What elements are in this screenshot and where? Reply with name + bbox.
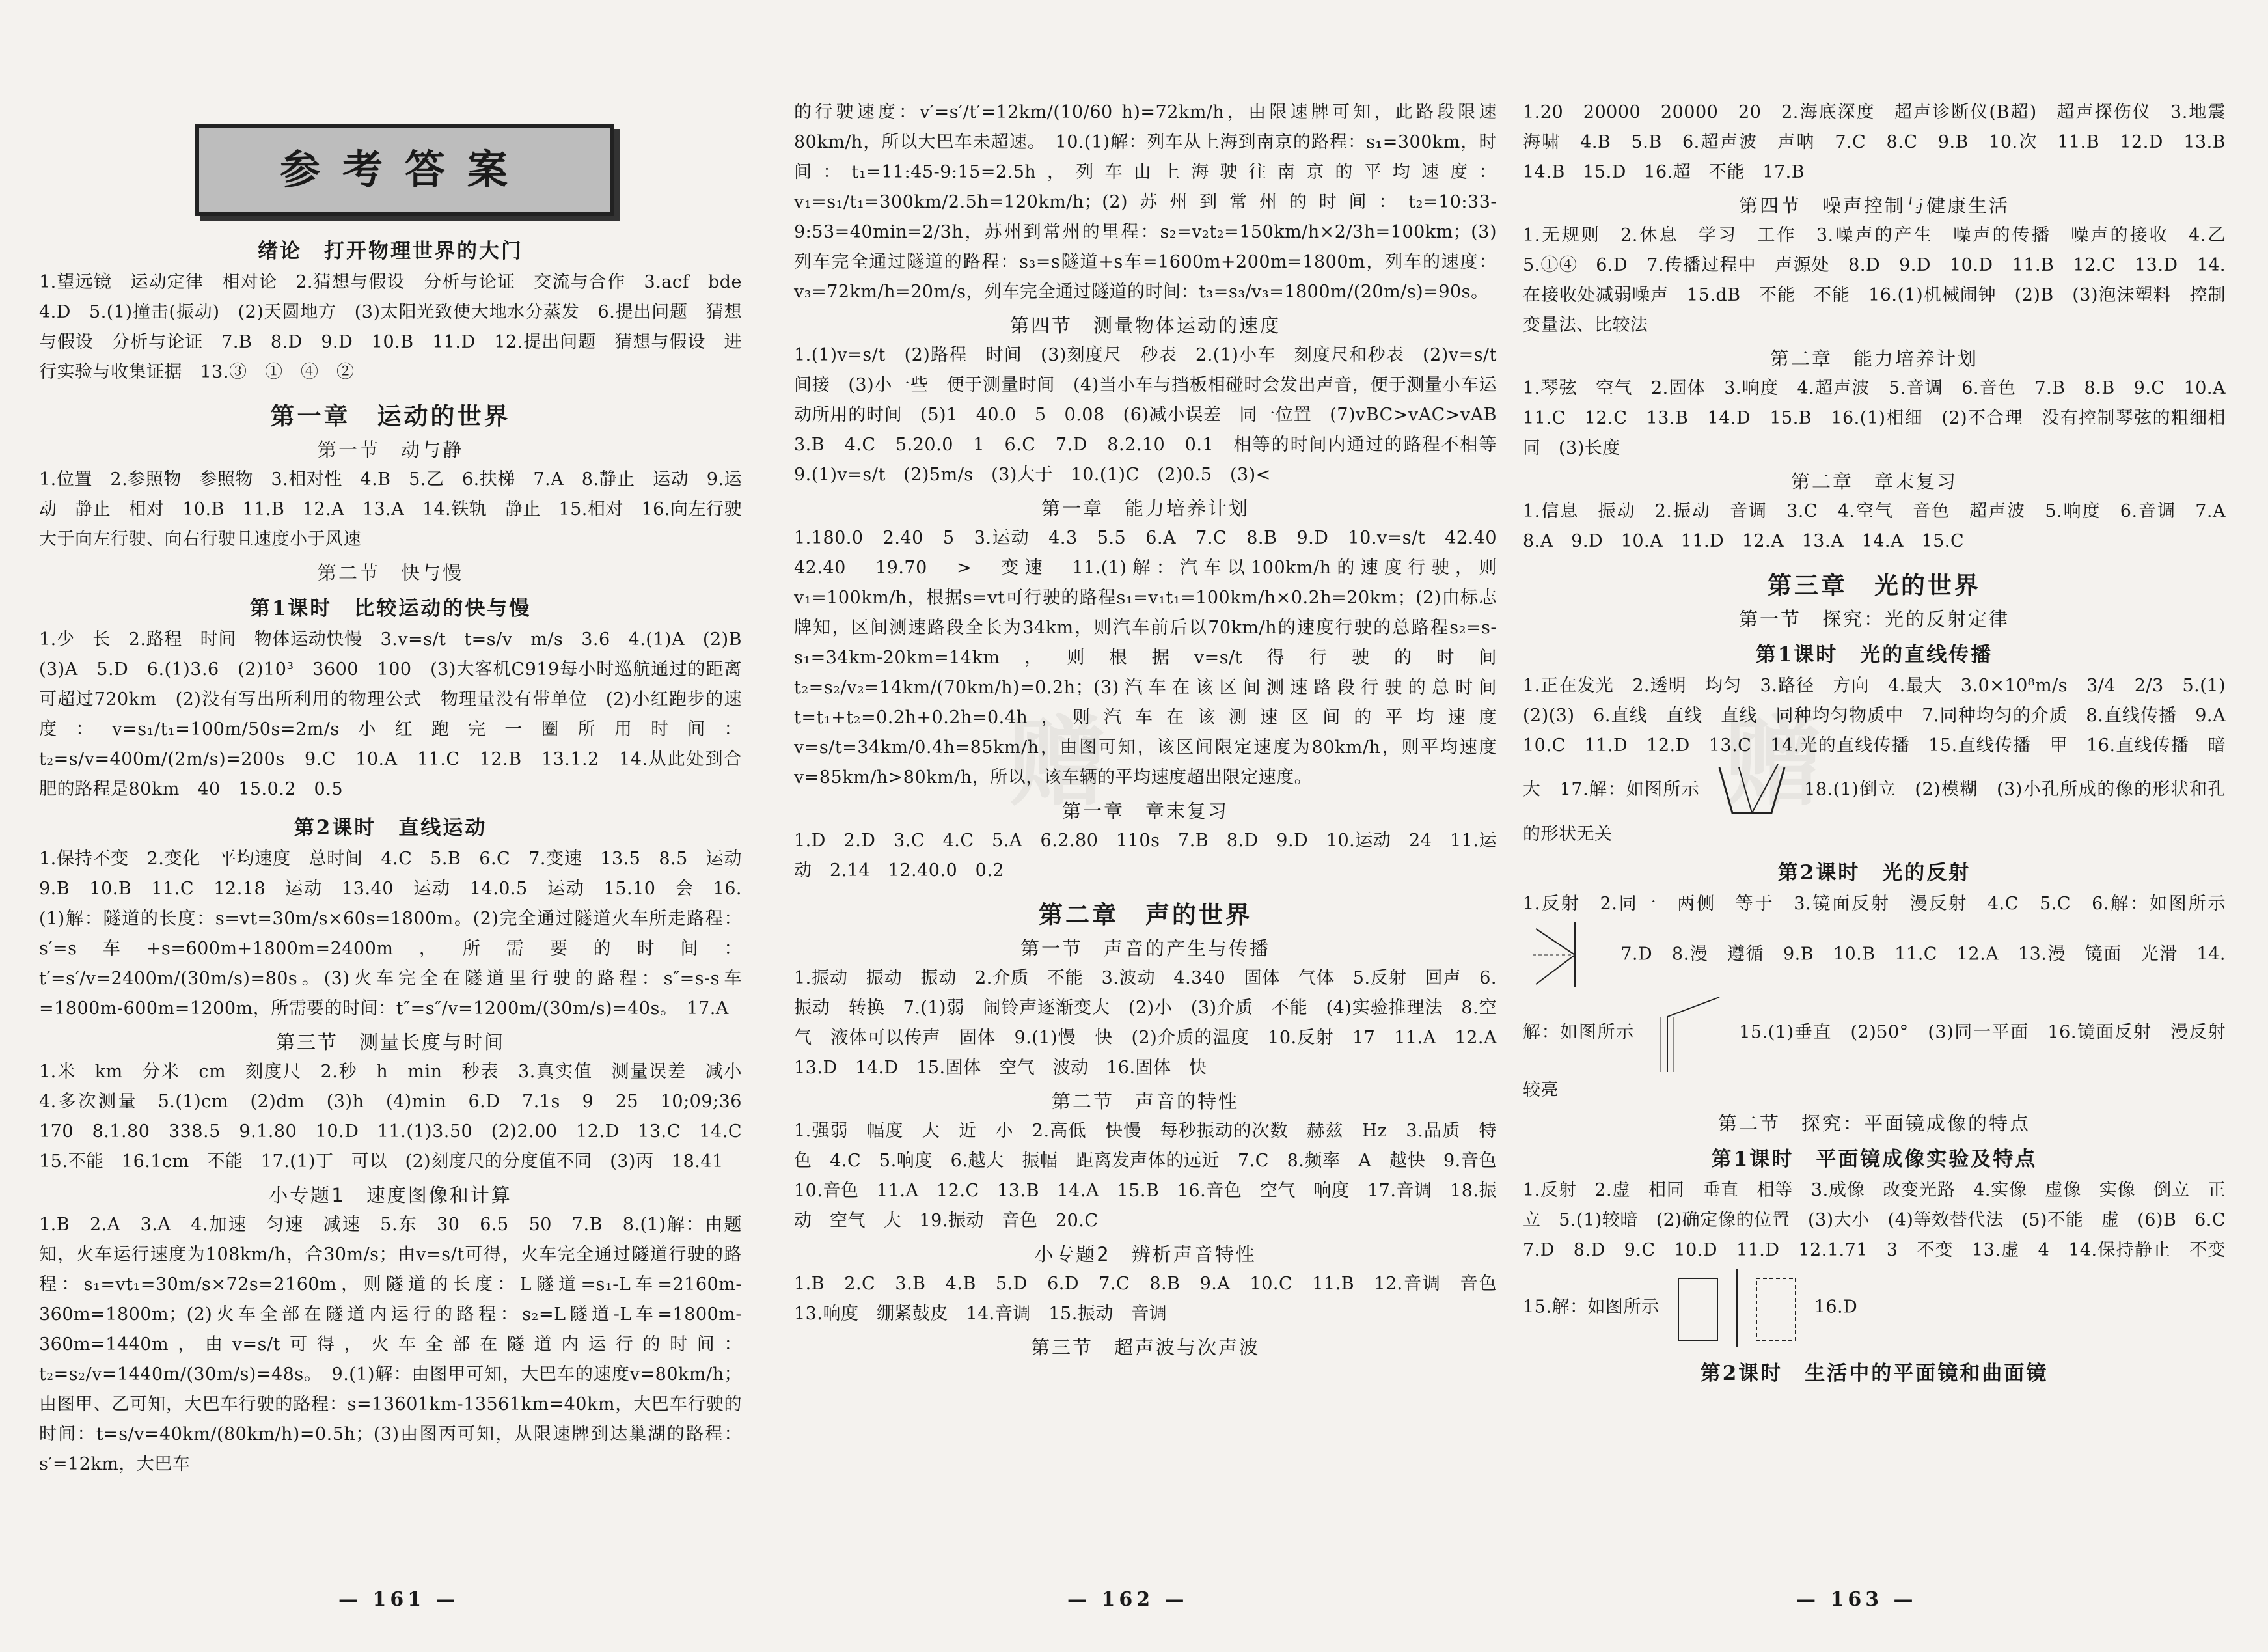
answer-title: 参考答案: [279, 146, 530, 193]
answers-lesson-3-1-text-b: 18.(1)倒立 (2)模糊 (3)小孔所成的像的形状和孔的形状无关: [1523, 779, 2226, 844]
answers-intro: 1.望远镜 运动定律 相对论 2.猜想与假设 分析与论证 交流与合作 3.acf bde 4.D 5.(1)撞击(振动) (2)天圆地方 (3)太阳光致使大地水分蒸发 6.提出问题 猜想与假设 分析与论证 7.B 8.D 9.D 10.B 11.D 12.提出问题 猜想与假设 进行实验与收集证据 13.③ ① ④ ②: [39, 272, 760, 382]
answers-lesson-3-2-text-b: 7.D 8.漫 遵循 9.B 10.B 11.C 12.A 13.漫 镜面 光滑 14.解：如图所示: [1523, 944, 2226, 1043]
answers-lesson-3-3-text-b: 16.D: [1814, 1297, 1858, 1317]
page-number-162: — 162 —: [1067, 1588, 1188, 1611]
heading-lesson-3-3: 第1课时 平面镜成像实验及特点: [1711, 1148, 2038, 1171]
heading-review-2: 第二章 章末复习: [1790, 471, 1958, 493]
heading-chapter-2: 第二章 声的世界: [1039, 900, 1252, 929]
answers-lesson-3-2-text-c: 15.(1)垂直 (2)50° (3)同一平面 16.镜面反射 漫反射 较亮: [1523, 1022, 2244, 1100]
answers-lesson-3-3-text: 1.反射 2.虚 相同 垂直 相等 3.成像 改变光路 4.实像 虚像 实像 倒立 正立 5.(1)较暗 (2)确定像的位置 (3)大小 (4)等效替代法 (5)不能 虚 (6)B 6.C 7.D 8.D 9.C 10.D 11.D 12.1.71 3 不变 13.虚 4 14.保持静止 不变 15.解：如图所示: [1523, 1180, 2244, 1317]
heading-section-3-2: 第二节 探究：平面镜成像的特点: [1717, 1112, 2030, 1135]
answers-lesson-3-1-text: 1.正在发光 2.透明 均匀 3.路径 方向 4.最大 3.0×10⁸m/s 3/4 2/3 5.(1)(2)(3) 6.直线 直线 直线 同种均匀物质中 7.同种均匀的介质 8.直线传播 9.A 10.C 11.D 12.D 13.C 14.光的直线传播 15.直线传播 甲 16.直线传播 暗 大 17.解：如图所示: [1523, 676, 2244, 800]
answers-lesson-1: 1.少 长 2.路程 时间 物体运动快慢 3.v=s/t t=s/v m/s 3.6 4.(1)A (2)B (3)A 5.D 6.(1)3.6 (2)10³ 3600 100 (3)大客机C919每小时巡航通过的距离可超过720km (2)没有写出所利用的物理公式 物理量没有带单位 (2)小红跑步的速度：v=s₁/t₁=100m/50s=2m/s小红跑完一圈所用时间：t₂=s/v=400m/(2m/s)=200s 9.C 10.A 11.C 12.B 13.1.2 14.从此处到合肥的路程是80km 40 15.0.2 0.5: [39, 629, 760, 799]
heading-section-2-2: 第二节 声音的特性: [1051, 1090, 1239, 1112]
answers-review-1: 1.D 2.D 3.C 4.C 5.A 6.2.80 110s 7.B 8.D 9.D 10.运动 24 11.运动 2.14 12.40.0 0.2: [794, 831, 1497, 881]
column-page-162: [794, 98, 1515, 1575]
heading-intro: 绪论 打开物理世界的大门: [258, 240, 523, 263]
heading-lesson-3-2: 第2课时 光的反射: [1777, 861, 1971, 885]
heading-lesson-2: 第2课时 直线运动: [294, 816, 487, 840]
answers-section-2-2: 1.强弱 幅度 大 近 小 2.高低 快慢 每秒振动的次数 赫兹 Hz 3.品质 特色 4.C 5.响度 6.越大 振幅 距离发声体的远近 7.C 8.频率 A 越快 9.音色 10.音色 11.A 12.C 13.B 14.A 15.B 16.音色 空气 响度 17.音调 18.振动 空气 大 19.振动 音色 20.C: [794, 1121, 1515, 1231]
heading-lesson-1: 第1课时 比较运动的快与慢: [249, 597, 532, 620]
answers-section-1-4: 1.(1)v=s/t (2)路程 时间 (3)刻度尺 秒表 2.(1)小车 刻度尺和秒表 (2)v=s/t 间接 (3)小一些 便于测量时间 (4)当小车与挡板相碰时会发出声音，便于测量小车运动所用的时间 (5)1 40.0 5 0.08 (6)减小误差 同一位置 (7)vBC>vAC>vAB 3.B 4.C 5.20.0 1 6.C 7.D 8.2.10 0.1 相等的时间内通过的路程不相等 9.(1)v=s/t (2)5m/s (3)大于 10.(1)C (2)0.5 (3)<: [794, 345, 1515, 485]
answers-topic-1: 1.B 2.A 3.A 4.加速 匀速 减速 5.东 30 6.5 50 7.B 8.(1)解：由题知，火车运行速度为108km/h，合30m/s；由v=s/t可得，火车完全通过隧道行驶的路程：s₁=vt₁=30m/s×72s=2160m，则隧道的长度：L隧道=s₁-L车=2160m-360m=1800m；(2)火车全部在隧道内运行的路程：s₂=L隧道-L车=1800m-360m=1440m，由v=s/t可得，火车全部在隧道内运行的时间：t₂=s₂/v=1440m/(30m/s)=48s。 9.(1)解：由图甲可知，大巴车的速度v=80km/h；由图甲、乙可知，大巴车行驶的路程：s=13601km-13561km=40km，大巴车行驶的时间：t=s/v=40km/(80km/h)=0.5h；(3)由图丙可知，从限速牌到达巢湖的路程：s′=12km，大巴车: [39, 1215, 742, 1474]
answers-lesson-3-1: [1523, 671, 2244, 849]
answers-lesson-2: 1.保持不变 2.变化 平均速度 总时间 4.C 5.B 6.C 7.变速 13.5 8.5 运动 9.B 10.B 11.C 12.18 运动 13.40 运动 14.0.5 运动 15.10 会 16.(1)解：隧道的长度：s=vt=30m/s×60s=1800m。(2)完全通过隧道火车所走路程：s′=s车+s=600m+1800m=2400m，所需要的时间：t′=s′/v=2400m/(30m/s)=80s。(3)火车完全在隧道里行驶的路程：s″=s-s车=1800m-600m=1200m，所需要的时间：t″=s″/v=1200m/(30m/s)=40s。 17.A: [39, 849, 760, 1019]
answers-review-2: 1.信息 振动 2.振动 音调 3.C 4.空气 音色 超声波 5.响度 6.音调 7.A 8.A 9.D 10.A 11.D 12.A 13.A 14.A 15.C: [1523, 501, 2244, 551]
shadow-diagram-icon: [1713, 761, 1791, 819]
answers-ability-1: 1.180.0 2.40 5 3.运动 4.3 5.5 6.A 7.C 8.B 9.D 10.v=s/t 42.40 42.40 19.70 > 变速 11.(1)解：汽车以100km/h的速度行驶，则v₁=100km/h，根据s=vt可行驶的路程s₁=v₁t₁=100km/h×0.2h=20km；(2)由标志牌知，区间测速路段全长为34km，则汽车前后以70km/h的速度行驶的总路程s₂=s-s₁=34km-20km=14km，则根据v=s/t得行驶的时间t₂=s₂/v₂=14km/(70km/h)=0.2h；(3)汽车在该区间测速路段行驶的总时间t=t₁+t₂=0.2h+0.2h=0.4h，则汽车在该测速区间的平均速度v=s/t=34km/0.4h=85km/h，由图可知，该区间限定速度为80km/h，则平均速度v=85km/h>80km/h，所以，该车辆的平均速度超出限定速度。: [794, 528, 1515, 788]
answers-lesson-3-3: [1523, 1176, 2244, 1350]
heading-section-2-1: 第一节 声音的产生与传播: [1020, 937, 1270, 959]
heading-ability-2: 第二章 能力培养计划: [1769, 348, 1978, 370]
answers-lesson-3-2-text: 1.反射 2.同一 两侧 等于 3.镜面反射 漫反射 4.C 5.C 6.解：如图所示: [1523, 894, 2226, 914]
heading-section-2-4: 第四节 噪声控制与健康生活: [1738, 195, 2010, 217]
heading-section-1-4: 第四节 测量物体运动的速度: [1009, 314, 1281, 337]
heading-chapter-1: 第一章 运动的世界: [270, 402, 511, 430]
answers-section-1-1: 1.位置 2.参照物 参照物 3.相对性 4.B 5.乙 6.扶梯 7.A 8.静止 运动 9.运动 静止 相对 10.B 11.B 12.A 13.A 14.铁轨 静止 15.相对 16.向左行驶 大于向左行驶、向右行驶且速度小于风速: [39, 469, 760, 549]
heading-topic-1: 小专题1 速度图像和计算: [269, 1184, 512, 1206]
answers-section-2-1: 1.振动 振动 振动 2.介质 不能 3.波动 4.340 固体 气体 5.反射 回声 6.振动 转换 7.(1)弱 闹铃声逐渐变大 (2)小 (3)介质 不能 (4)实验推理法 8.空气 液体可以传声 固体 9.(1)慢 快 (2)介质的温度 10.反射 17 11.A 12.A 13.D 14.D 15.固体 空气 波动 16.固体 快: [794, 968, 1515, 1078]
answers-topic-2: 1.B 2.C 3.B 4.B 5.D 6.D 7.C 8.B 9.A 10.C 11.B 12.音调 音色 13.响度 绷紧鼓皮 14.音调 15.振动 音调: [794, 1274, 1515, 1324]
column-page-161: [39, 98, 760, 1575]
heading-section-1-2: 第二节 快与慢: [317, 562, 463, 584]
mirror-angle-diagram-icon: [1648, 991, 1726, 1075]
answers-section-2-3: 1.20 20000 20000 20 2.海底深度 超声诊断仪(B超) 超声探伤仪 3.地震 海啸 4.B 5.B 6.超声波 声呐 7.C 8.C 9.B 10.次 11.B 12.D 13.B 14.B 15.D 16.超 不能 17.B: [1523, 102, 2244, 182]
heading-topic-2: 小专题2 辨析声音特性: [1034, 1243, 1257, 1265]
heading-chapter-3: 第三章 光的世界: [1768, 571, 1981, 599]
heading-section-1-3: 第三节 测量长度与时间: [275, 1031, 505, 1053]
heading-lesson-3-4: 第2课时 生活中的平面镜和曲面镜: [1700, 1362, 2049, 1385]
heading-ability-1: 第一章 能力培养计划: [1041, 497, 1250, 519]
answers-section-1-3: 1.米 km 分米 cm 刻度尺 2.秒 h min 秒表 3.真实值 测量误差 减小 4.多次测量 5.(1)cm (2)dm (3)h (4)min 6.D 7.1s 9 25 10;09;36 170 8.1.80 338.5 9.1.80 10.D 11.(1)3.50 (2)2.00 12.D 13.C 14.C 15.不能 16.1cm 不能 17.(1)丁 可以 (2)刻度尺的分度值不同 (3)丙 18.41: [39, 1062, 760, 1172]
heading-section-2-3: 第三节 超声波与次声波: [1030, 1336, 1260, 1358]
heading-section-1-1: 第一节 动与静: [317, 439, 463, 461]
plane-mirror-diagram-icon: [1672, 1265, 1802, 1350]
answers-ability-2: 1.琴弦 空气 2.固体 3.响度 4.超声波 5.音调 6.音色 7.B 8.B 9.C 10.A 11.C 12.C 13.B 14.D 15.B 16.(1)相细 (2)不合理 没有控制琴弦的粗细相同 (3)长度: [1523, 378, 2244, 458]
reflection-diagram-icon: [1529, 919, 1607, 991]
page-number-161: — 161 —: [338, 1588, 459, 1611]
answers-continued: 的行驶速度：v′=s′/t′=12km/(10/60 h)=72km/h，由限速牌可知，此路段限速80km/h，所以大巴车未超速。 10.(1)解：列车从上海到南京的路程：s₁=300km，时间：t₁=11:45-9:15=2.5h，列车由上海驶往南京的平均速度：v₁=s₁/t₁=300km/2.5h=120km/h；(2)苏州到常州的时间：t₂=10:33-9:53=40min=2/3h，苏州到常州的里程：s₂=v₂t₂=150km/h×2/3h=100km；(3)列车完全通过隧道的路程：s₃=s隧道+s车=1600m+200m=1800m，列车的速度：v₃=72km/h=20m/s，列车完全通过隧道的时间：t₃=s₃/v₃=1800m/(20m/s)=90s。: [794, 102, 1497, 302]
answers-section-2-4: 1.无规则 2.休息 学习 工作 3.噪声的产生 噪声的传播 噪声的接收 4.乙 5.①④ 6.D 7.传播过程中 声源处 8.D 9.D 10.D 11.B 12.C 13.D 14.在接收处减弱噪声 15.dB 不能 不能 16.(1)机械闹钟 (2)B (3)泡沫塑料 控制变量法、比较法: [1523, 225, 2244, 335]
heading-section-3-1: 第一节 探究：光的反射定律: [1738, 608, 2010, 630]
page-number-163: — 163 —: [1796, 1588, 1917, 1611]
column-page-163: [1523, 98, 2244, 1575]
heading-review-1: 第一章 章末复习: [1061, 800, 1229, 822]
answers-lesson-3-2: [1523, 889, 2244, 1105]
heading-lesson-3-1: 第1课时 光的直线传播: [1755, 643, 1993, 667]
